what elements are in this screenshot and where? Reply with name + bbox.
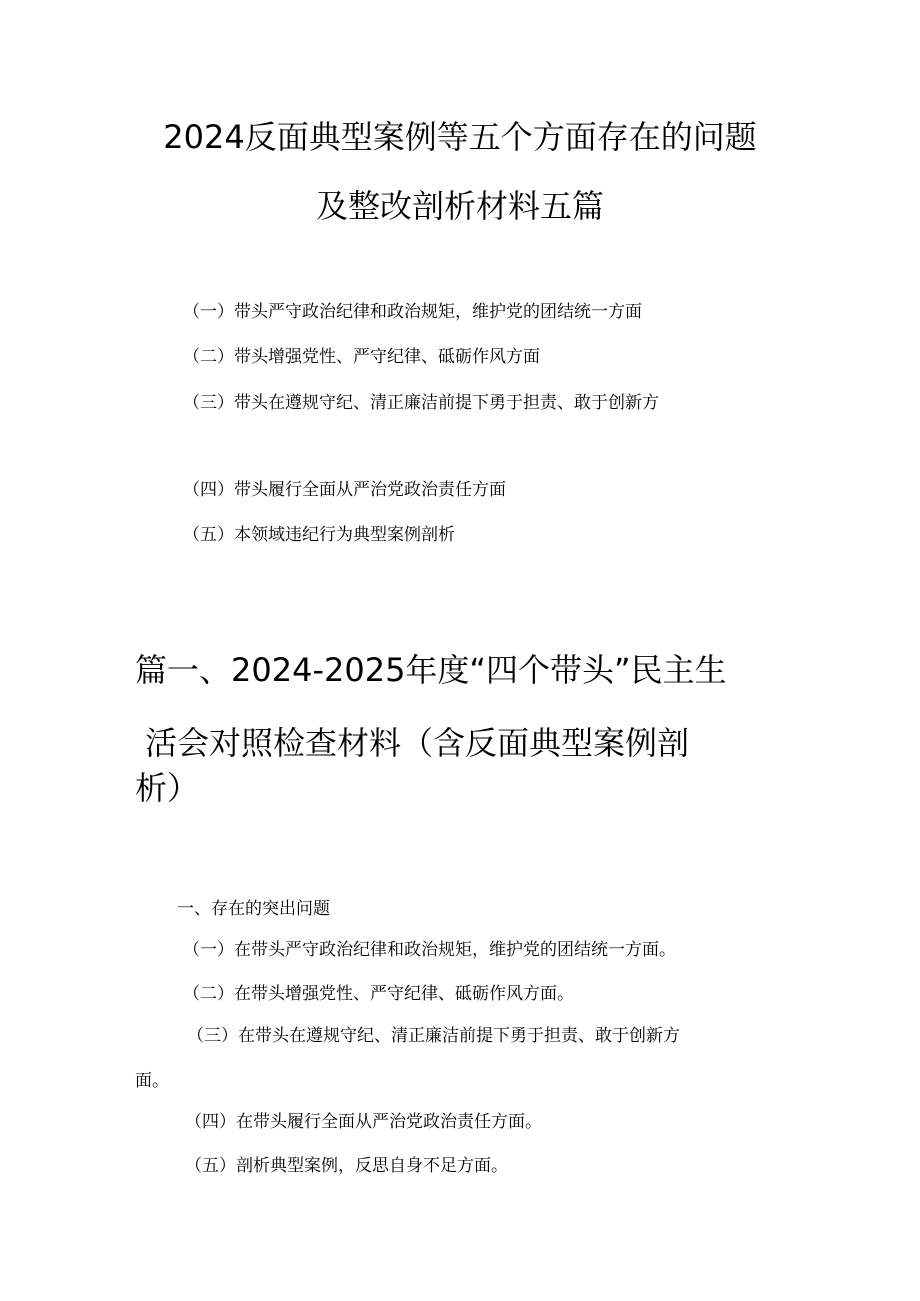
problem-item-4: （四）在带头履行全面从严治党政治责任方面。 (185, 1112, 542, 1132)
document-title-line-2: 及整改剖析材料五篇 (315, 187, 604, 225)
problem-item-1: （一）在带头严守政治纪律和政治规矩，维护党的团结统一方面。 (183, 940, 676, 960)
problem-item-3: （三）在带头在遵规守纪、清正廉洁前提下勇于担责、敢于创新方 (187, 1026, 680, 1046)
problem-item-3-continued: 面。 (135, 1071, 169, 1091)
toc-item-2: （二）带头增强党性、严守纪律、砥砺作风方面 (183, 347, 540, 367)
problem-item-5: （五）剖析典型案例，反思自身不足方面。 (185, 1156, 508, 1176)
section-heading-line-2: 活会对照检查材料（含反面典型案例剖 (145, 724, 690, 762)
section-heading-line-3: 析） (135, 769, 200, 807)
problem-item-2: （二）在带头增强党性、严守纪律、砥砺作风方面。 (183, 984, 574, 1004)
document-title-line-1: 2024反面典型案例等五个方面存在的问题 (163, 118, 757, 156)
toc-item-4: （四）带头履行全面从严治党政治责任方面 (183, 480, 506, 500)
section-subheading: 一、存在的突出问题 (177, 899, 330, 919)
toc-item-1: （一）带头严守政治纪律和政治规矩，维护党的团结统一方面 (183, 302, 642, 322)
toc-item-3: （三）带头在遵规守纪、清正廉洁前提下勇于担责、敢于创新方 (183, 393, 659, 413)
toc-item-5: （五）本领域违纪行为典型案例剖析 (183, 525, 455, 545)
section-heading-line-1: 篇一、2024-2025年度“四个带头”民主生 (135, 651, 727, 689)
